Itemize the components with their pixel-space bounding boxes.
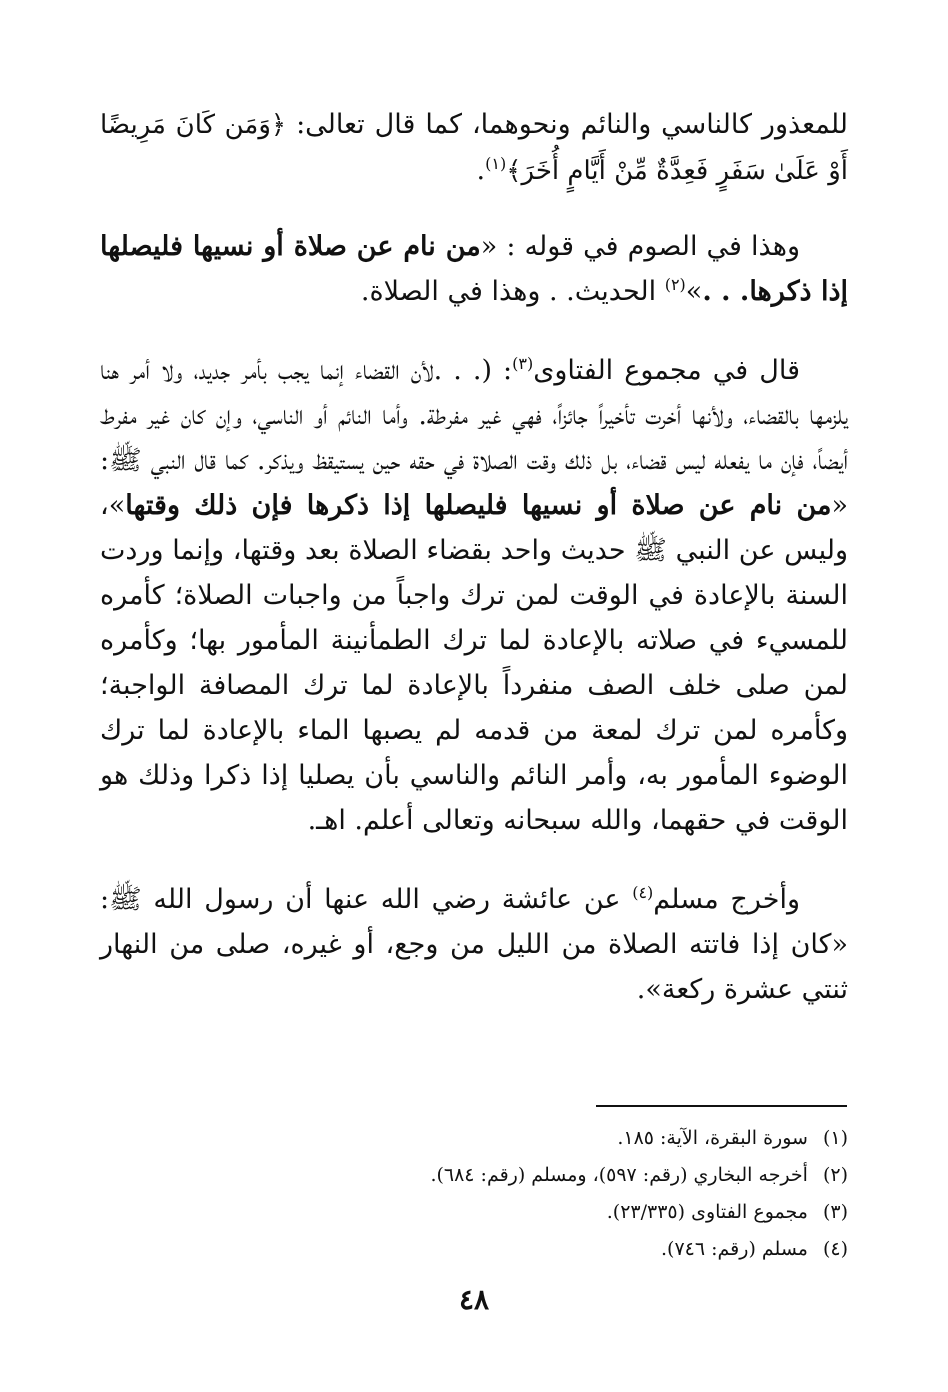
footnote-ref-1[interactable]: (١): [485, 154, 507, 173]
hadith-text: من نام عن صلاة أو نسيها فليصلها إذا ذكرها. . .: [100, 231, 848, 307]
quote-close: »: [685, 276, 703, 307]
footnote-text: أخرجه البخاري (رقم: ٥٩٧)، ومسلم (رقم: ٦٨٤).: [430, 1164, 808, 1186]
paragraph-3-text: قال في مجموع الفتاوى: [533, 355, 800, 386]
footnote-number: (٤): [822, 1238, 848, 1260]
paragraph-4-text: وأخرج مسلم: [653, 884, 800, 915]
paragraph-1: [100, 102, 848, 194]
paragraph-1-end: .: [476, 155, 486, 186]
footnote-number: (٢): [822, 1164, 848, 1186]
footnote-divider: [596, 1105, 847, 1107]
paragraph-2-end: الحديث. . وهذا في الصلاة.: [360, 276, 665, 307]
footnote-number: (٣): [822, 1201, 848, 1223]
paragraph-3: [100, 348, 848, 843]
footnote-ref-4[interactable]: (٤): [632, 883, 654, 902]
paragraph-1-text: للمعذور كالناسي والنائم ونحوهما، كما قال تعالى:: [286, 109, 848, 140]
footnote-number: (١): [822, 1127, 848, 1149]
footnote-4: [100, 1231, 848, 1268]
page-number: ٤٨: [458, 1283, 490, 1316]
paragraph-4: [100, 877, 848, 1012]
footnote-ref-3[interactable]: (٣): [512, 354, 534, 373]
paragraph-2-text: وهذا في الصوم في قوله : «: [480, 231, 801, 262]
footnote-text: مسلم (رقم: ٧٤٦).: [661, 1238, 808, 1260]
paragraph-3-body: : (. . .لأن القضاء إنما يجب بأمر جديد، ولا أمر هنا يلزمها بالقضاء، ولأنها أخرت تأخيراً جائزاً، فهي غير مفرطة. وأما النائم أو الناسي، وإن كان غير مفرط أيضاً، فإن ما يفعله ليس قضاء، بل ذلك وقت الصلاة في حقه حين يستيقظ ويذكر. كما قال النبي ﷺ: «: [100, 355, 848, 521]
footnotes: [100, 1120, 848, 1268]
footnote-3: [100, 1194, 848, 1231]
quran-verse: ﴿وَمَن كَانَ مَرِيضًا أَوْ عَلَىٰ سَفَرٍ فَعِدَّةٌ مِّنْ أَيَّامٍ أُخَرَ﴾: [100, 110, 848, 186]
paragraph-2: [100, 224, 848, 314]
footnote-text: سورة البقرة، الآية: ١٨٥.: [617, 1127, 808, 1149]
footnote-2: [100, 1157, 848, 1194]
page-body: [100, 96, 848, 1012]
footnote-ref-2[interactable]: (٢): [664, 275, 686, 294]
footnote-1: [100, 1120, 848, 1157]
footnote-text: مجموع الفتاوى (٢٣/٣٣٥).: [606, 1201, 808, 1223]
hadith-text: من نام عن صلاة أو نسيها فليصلها إذا ذكرها فإن ذلك وقتها: [125, 490, 832, 521]
paragraph-4-body: عن عائشة رضي الله عنها أن رسول الله ﷺ: «كان إذا فاتته الصلاة من الليل من وجع، أو غيره، صلى من النهار ثنتي عشرة ركعة».: [100, 884, 848, 1005]
paragraph-3-end: »، وليس عن النبي ﷺ حديث واحد بقضاء الصلاة بعد وقتها، وإنما وردت السنة بالإعادة في الوقت لمن ترك واجباً من واجبات الصلاة؛ كأمره للمسيء في صلاته بالإعادة لما ترك الطمأنينة المأمور بها؛ وكأمره لمن صلى خلف الصف منفرداً بالإعادة لما ترك المصافة الواجبة؛ وكأمره لمن ترك لمعة من قدمه لم يصبها الماء بالإعادة لما ترك الوضوء المأمور به، وأمر النائم والناسي بأن يصليا إذا ذكرا وذلك هو الوقت في حقهما، والله سبحانه وتعالى أعلم. اهـ.: [100, 490, 848, 836]
